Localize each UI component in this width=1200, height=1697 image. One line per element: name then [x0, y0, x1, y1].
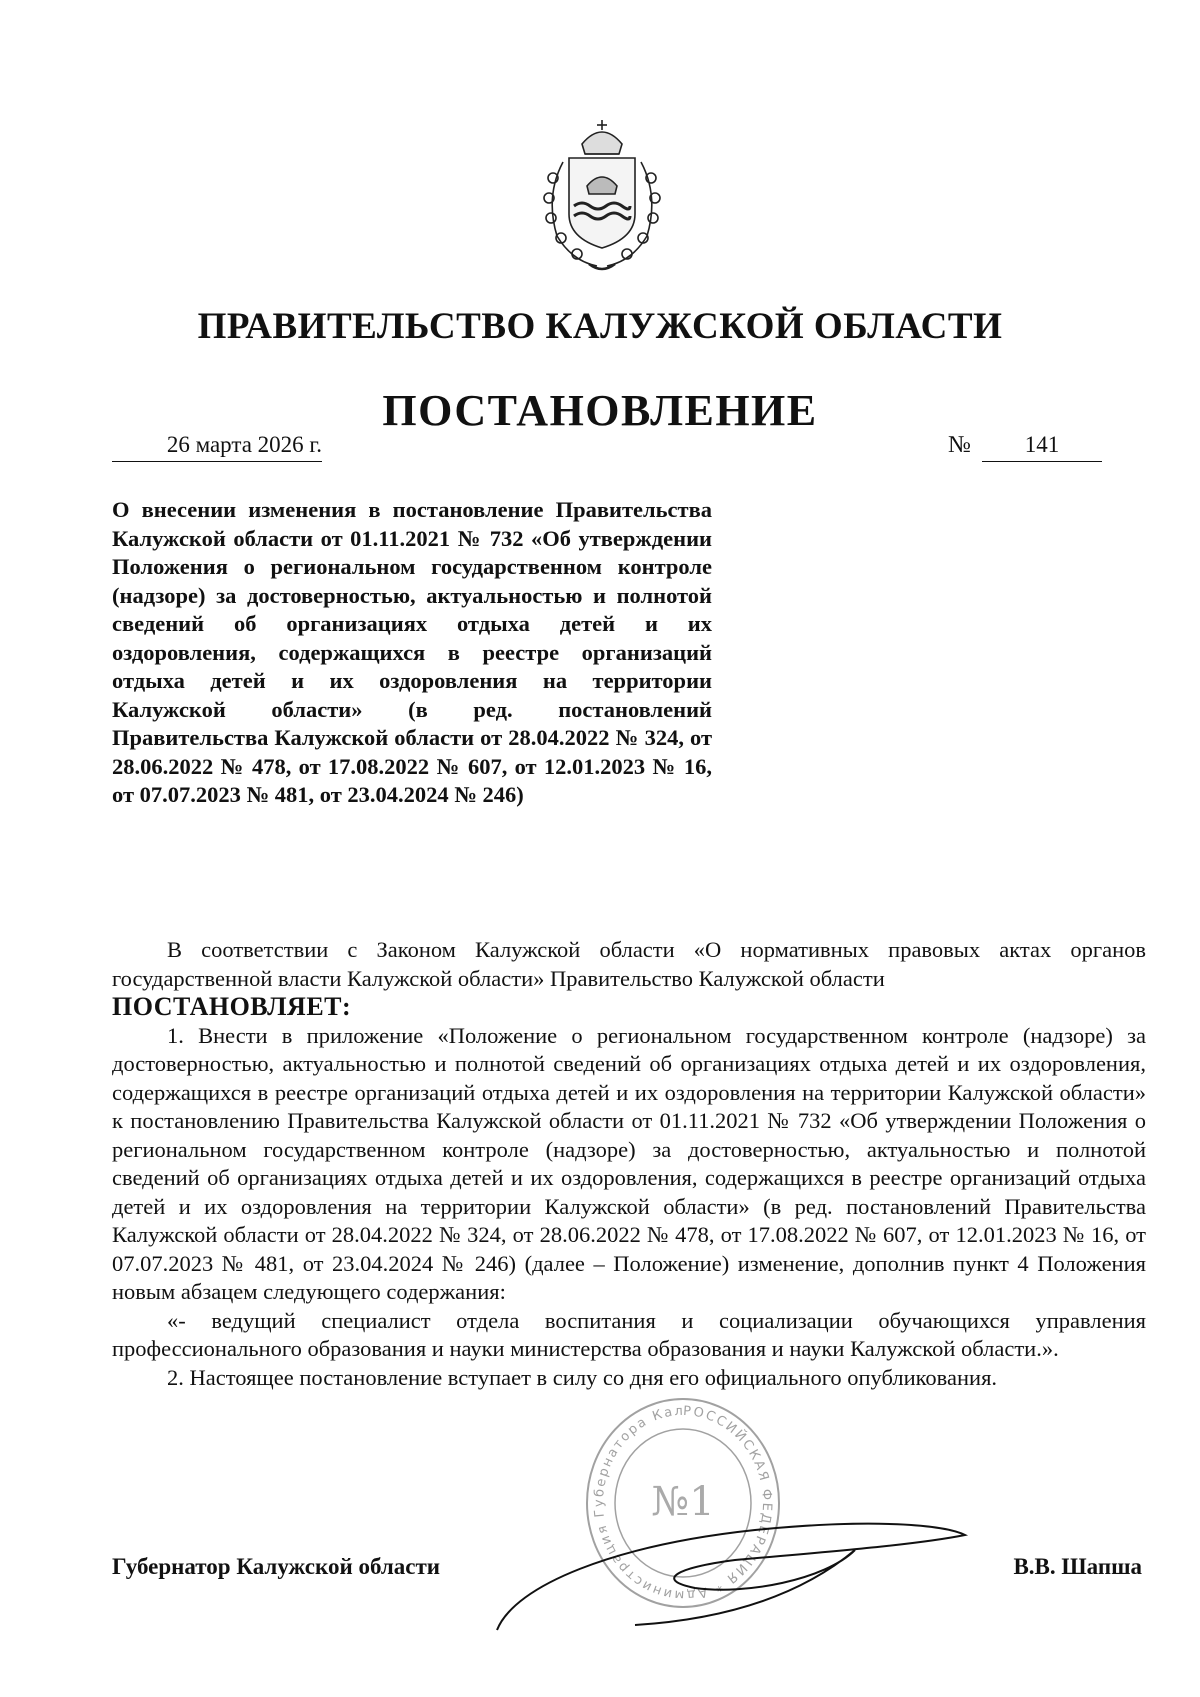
signatory-name: В.В. Шапша [1013, 1554, 1142, 1579]
signatory-position: Губернатор Калужской области [112, 1554, 441, 1579]
handwritten-signature [495, 1490, 975, 1640]
document-date: 26 марта 2026 г. [112, 432, 322, 462]
coat-of-arms-icon [527, 116, 677, 276]
item-2-paragraph: 2. Настоящее постановление вступает в силу со дня его официального опубликования. [167, 1364, 998, 1390]
document-body [112, 936, 1146, 1392]
decree-word: ПОСТАНОВЛЯЕТ: [112, 992, 352, 1021]
organization-title: ПРАВИТЕЛЬСТВО КАЛУЖСКОЙ ОБЛАСТИ [197, 306, 1003, 347]
document-type-title: ПОСТАНОВЛЕНИЕ [382, 386, 818, 435]
stamp-number: №1 [651, 1479, 715, 1525]
document-number-label: № [948, 432, 971, 458]
preamble-paragraph: В соответствии с Законом Калужской области «О нормативных правовых актах органов государственной власти Калужской области» Правительство Калужской области [112, 937, 1146, 991]
stamp-ring-text: РОССИЙСКАЯ ФЕДЕРАЦИЯ * Администрация Губернатора Кал [591, 1403, 775, 1603]
item-1-paragraph: 1. Внести в приложение «Положение о региональном государственном контроле (надзоре) за достоверностью, актуальностью и полнотой сведений об организациях отдыха детей и их оздоровления, содержащихся в реестре организаций отдыха детей и их оздоровления на территории Калужской области» к постановлению Правительства Калужской области от 01.11.2021 № 732 «Об утверждении Положения о региональном государственном контроле (надзоре) за достоверностью, актуальностью и полнотой сведений об организациях отдыха детей и их оздоровления, содержащихся в реестре организаций отдыха детей и их оздоровления на территории Калужской области» (в ред. постановлений Правительства Калужской области от 28.04.2022 № 324, от 28.06.2022 № 478, от 17.08.2022 № 607, от 12.01.2023 № 16, от 07.07.2023 № 481, от 23.04.2024 № 246) (далее – Положение) изменение, дополнив пункт 4 Положения новым абзацем следующего содержания: [112, 1022, 1146, 1304]
item-1-quote-paragraph: «- ведущий специалист отдела воспитания и социализации обучающихся управления профессионального образования и науки министерства образования и науки Калужской области.». [112, 1307, 1146, 1361]
document-subject: О внесении изменения в постановление Правительства Калужской области от 01.11.2021 № 732 «Об утверждении Положения о региональном государственном контроле (надзоре) за достоверностью, актуальностью и полнотой сведений об организациях отдыха детей и их оздоровления, содержащихся в реестре организаций отдыха детей и их оздоровления на территории Калужской области» (в ред. постановлений Правительства Калужской области от 28.04.2022 № 324, от 28.06.2022 № 478, от 17.08.2022 № 607, от 12.01.2023 № 16, от 07.07.2023 № 481, от 23.04.2024 № 246) [112, 497, 712, 807]
document-number: 141 [982, 432, 1102, 462]
